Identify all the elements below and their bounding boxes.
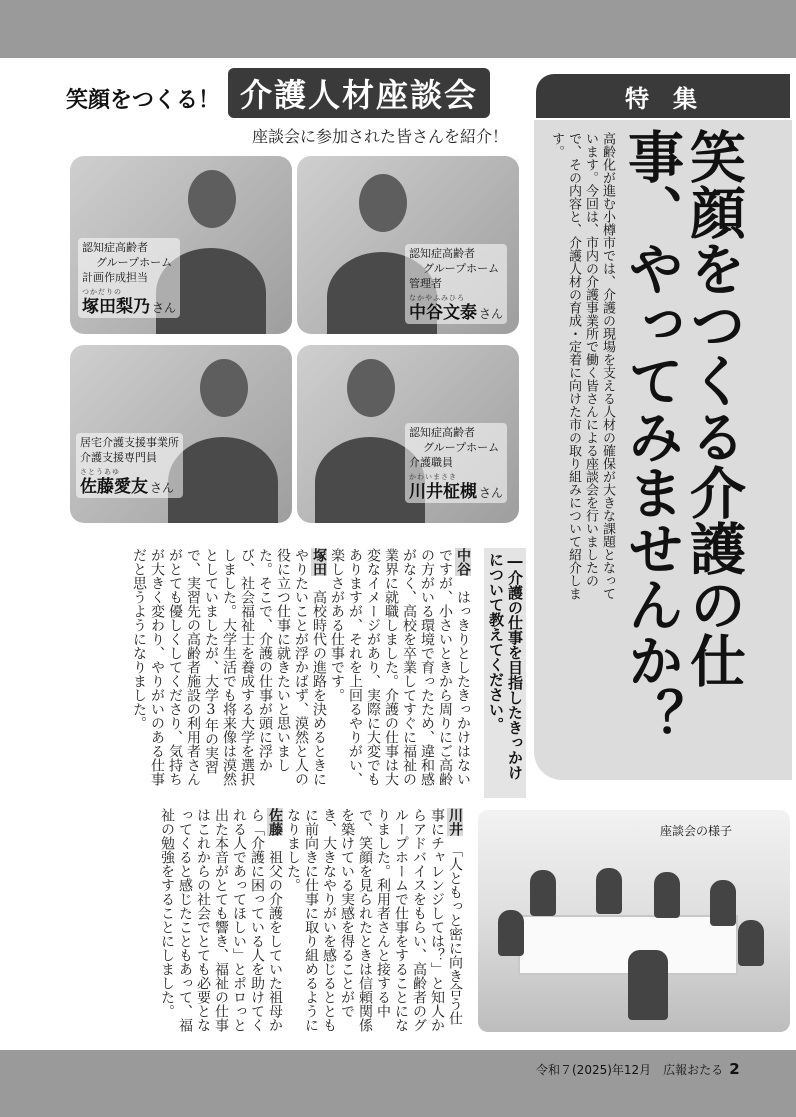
name-ruby: かわいまさき [409,473,457,481]
meeting-person [628,950,668,1020]
name-suffix: さん [150,481,175,495]
role-line: グループホーム [96,256,173,269]
answer-paragraph [284,808,464,1036]
person-head [359,174,407,232]
role-line: 認知症高齢者 [82,241,148,254]
meeting-person [710,880,736,926]
name-ruby: なかやふみひろ [409,294,465,302]
name-suffix: さん [152,301,177,315]
answer-text: 高校時代の進路を決めるときにやりたいことが浮かばず、漠然と人の役に立つ仕事に就きたいと思いました。そこで、介護の仕事が頭に浮かび、社会福祉士を養成する大学を選択しました。大学生活でも将来像は漠然としていましたが、大学3年の実習で、実習先の高齢者施設の利用者さんがとても優しくしてくださり、気持ちが大きく変わり、やりがいのある仕事だと思うようになりました。 [131,548,327,786]
name-ruby: さとうあゆ [80,468,120,476]
meeting-person [530,870,556,916]
answer-column-1 [72,548,472,793]
role-line: グループホーム [423,441,500,454]
participant-photo-1 [70,156,292,334]
participant-photo-4 [297,345,519,523]
person-body [168,437,278,523]
participant-name: 川井柾槻 [409,482,477,502]
answer-column-2 [72,808,464,1036]
participant-photo-2 [297,156,519,334]
meeting-person [654,872,680,918]
answer-paragraph [130,548,328,793]
participant-caption-2 [405,244,507,324]
participant-caption-1 [78,238,180,318]
interview-question: ―介護の仕事を目指したきっかけについて教えてください。 [484,548,526,798]
answer-paragraph [158,808,284,1036]
participant-photo-3 [70,345,292,523]
role-line: 計画作成担当 [82,271,148,284]
participant-name: 塚田梨乃 [82,297,150,317]
answer-text: 「人ともっと密に向き合う仕事にチャレンジしては？」と知人からアドバイスをもらい、高齢者のグループホームで仕事をすることになりました。利用者さんと接する中で、笑顔を見られたときは信頼関係を築けている実感を得ることができ、大きなやりがいを感じるとともに前向きに仕事に取り組めるようになりました。 [285,808,463,1032]
role-line: 介護支援専門員 [80,451,157,464]
answer-paragraph [328,548,472,793]
role-line: 管理者 [409,277,442,290]
person-head [347,359,395,417]
banner-subtitle: 座談会に参加された皆さんを紹介！ [252,127,509,146]
banner-prefix: 笑顔をつくる！ [66,88,221,113]
speaker-label: 川井 [447,808,463,836]
meeting-photo-caption: 座談会の様子 [660,824,733,838]
meeting-person [596,868,622,914]
meeting-person [498,910,524,956]
participant-caption-4 [405,423,507,503]
person-head [200,359,248,417]
banner-title: 介護人材座談会 [228,68,490,118]
role-line: グループホーム [423,262,500,275]
speaker-label: 佐藤 [267,808,283,836]
meeting-photo [478,810,790,1032]
top-band [0,0,796,58]
name-suffix: さん [479,307,504,321]
role-line: 認知症高齢者 [409,247,475,260]
speaker-label: 塚田 [311,548,327,576]
page-footer [536,1060,740,1078]
article-banner [66,74,498,118]
role-line: 認知症高齢者 [409,426,475,439]
meeting-person [738,920,764,966]
issue-label: 令和７(2025)年12月 広報おたる [536,1063,724,1077]
answer-text: 祖父の介護をしていた祖母から「介護に困っている人を助けてくれる人であってほしい」とポロっと出た本音がとても響き、福祉の仕事はこれからの社会でとても必要となってくると感じたこともあって、福祉の勉強をすることにしました。 [159,808,283,1032]
role-line: 介護職員 [409,456,453,469]
speaker-label: 中谷 [455,548,471,576]
name-suffix: さん [479,486,504,500]
participant-name: 中谷文泰 [409,303,477,323]
feature-lead: 高齢化が進む小樽市では、介護の現場を支える人材の確保が大きな課題となっています。今回は、市内の介護事業所で働く皆さんによる座談会を行いましたので、その内容と、介護人材の育成・定着に向けた市の取り組みについて紹介します。 [549,132,615,600]
feature-headline: 笑顔をつくる介護の仕事、やってみませんか？ [619,128,746,744]
participant-name: 佐藤愛友 [80,477,148,497]
person-head [188,170,236,228]
name-ruby: つかだりの [82,288,122,296]
role-line: 居宅介護支援事業所 [80,436,179,449]
feature-tab: 特集 [536,74,790,118]
page-number: 2 [729,1060,740,1078]
answer-text: はっきりとしたきっかけはないですが、小さいときから周りにご高齢の方がいる環境で育ったため、違和感がなく、高校を卒業してすぐに福祉の業界に就職しました。介護の仕事は大変なイメージがあり、実際に大変でもありますが、それを上回るやりがい、楽しさがある仕事です。 [329,548,471,786]
participant-caption-3 [76,433,183,498]
